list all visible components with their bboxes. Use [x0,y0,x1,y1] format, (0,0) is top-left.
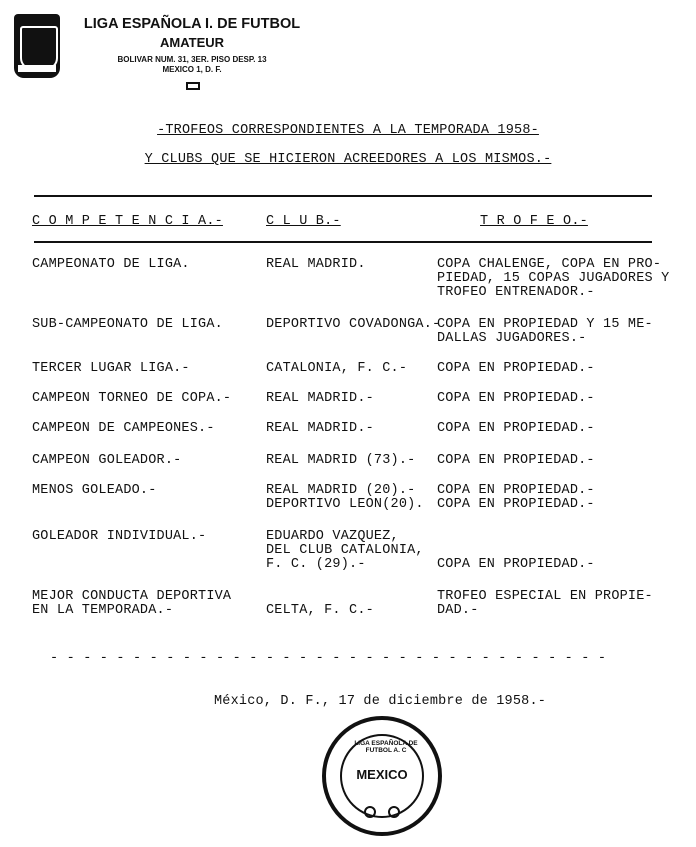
league-stamp [322,716,442,836]
cell-trofeo: COPA EN PROPIEDAD.- [437,497,595,512]
col-header-competencia: C O M P E T E N C I A.- [32,214,223,229]
org-subtitle: AMATEUR [159,35,225,50]
cell-club: DEPORTIVO COVADONGA.- [266,317,441,332]
cell-trofeo: DAD.- [437,603,479,618]
mail-icon [186,82,200,90]
cell-club: REAL MADRID. [266,257,366,272]
cell-trofeo: COPA EN PROPIEDAD.- [437,453,595,468]
cell-trofeo: COPA EN PROPIEDAD.- [437,557,595,572]
rule-header [34,241,652,243]
cell-competencia: EN LA TEMPORADA.- [32,603,174,618]
cell-club: CELTA, F. C.- [266,603,374,618]
cell-competencia: SUB-CAMPEONATO DE LIGA. [32,317,223,332]
cell-competencia: GOLEADOR INDIVIDUAL.- [32,529,207,544]
cell-competencia: CAMPEON DE CAMPEONES.- [32,421,215,436]
title-line-1: -TROFEOS CORRESPONDIENTES A LA TEMPORADA 1958- [157,123,539,138]
cell-trofeo: DALLAS JUGADORES.- [437,331,587,346]
org-name: LIGA ESPAÑOLA I. DE FUTBOL [83,16,301,32]
dashed-rule: - - - - - - - - - - - - - - - - - - - - - - - - - - - - - - - - - - [50,652,607,666]
cell-competencia: CAMPEON TORNEO DE COPA.- [32,391,232,406]
cell-trofeo: PIEDAD, 15 COPAS JUGADORES Y [437,271,670,286]
cell-competencia: CAMPEONATO DE LIGA. [32,257,190,272]
col-header-trofeo: T R O F E O.- [480,214,588,229]
cell-club: CATALONIA, F. C.- [266,361,408,376]
cell-club: REAL MADRID.- [266,391,374,406]
col-header-club: C L U B.- [266,214,341,229]
stamp-ring-text: LIGA ESPAÑOLA DE FUTBOL A. C [354,740,418,755]
title-line-2: Y CLUBS QUE SE HICIERON ACREEDORES A LOS MISMOS.- [144,152,552,167]
cell-club: EDUARDO VAZQUEZ, [266,529,399,544]
cell-club: REAL MADRID (73).- [266,453,416,468]
cell-club: REAL MADRID.- [266,421,374,436]
address-line-1: BOLIVAR NUM. 31, 3ER. PISO DESP. 13 [117,55,267,64]
cell-trofeo: COPA EN PROPIEDAD.- [437,361,595,376]
cell-club: DEPORTIVO LEON(20). [266,497,424,512]
cell-trofeo: COPA EN PROPIEDAD Y 15 ME- [437,317,653,332]
stamp-emblem-right [388,806,400,818]
cell-trofeo: COPA EN PROPIEDAD.- [437,391,595,406]
rule-top [34,195,652,197]
cell-club: F. C. (29).- [266,557,366,572]
cell-competencia: MENOS GOLEADO.- [32,483,157,498]
cell-trofeo: TROFEO ENTRENADOR.- [437,285,595,300]
cell-trofeo: COPA EN PROPIEDAD.- [437,421,595,436]
cell-club: DEL CLUB CATALONIA, [266,543,424,558]
stamp-emblem-left [364,806,376,818]
cell-trofeo: COPA EN PROPIEDAD.- [437,483,595,498]
cell-club: REAL MADRID (20).- [266,483,416,498]
cell-trofeo: COPA CHALENGE, COPA EN PRO- [437,257,662,272]
date-line: México, D. F., 17 de diciembre de 1958.- [214,694,547,709]
address-line-2: MEXICO 1, D. F. [162,65,222,74]
cell-competencia: CAMPEON GOLEADOR.- [32,453,182,468]
cell-competencia: TERCER LUGAR LIGA.- [32,361,190,376]
stamp-center-text: MEXICO [356,767,408,782]
cell-competencia: MEJOR CONDUCTA DEPORTIVA [32,589,232,604]
league-logo [14,14,60,78]
cell-trofeo: TROFEO ESPECIAL EN PROPIE- [437,589,653,604]
